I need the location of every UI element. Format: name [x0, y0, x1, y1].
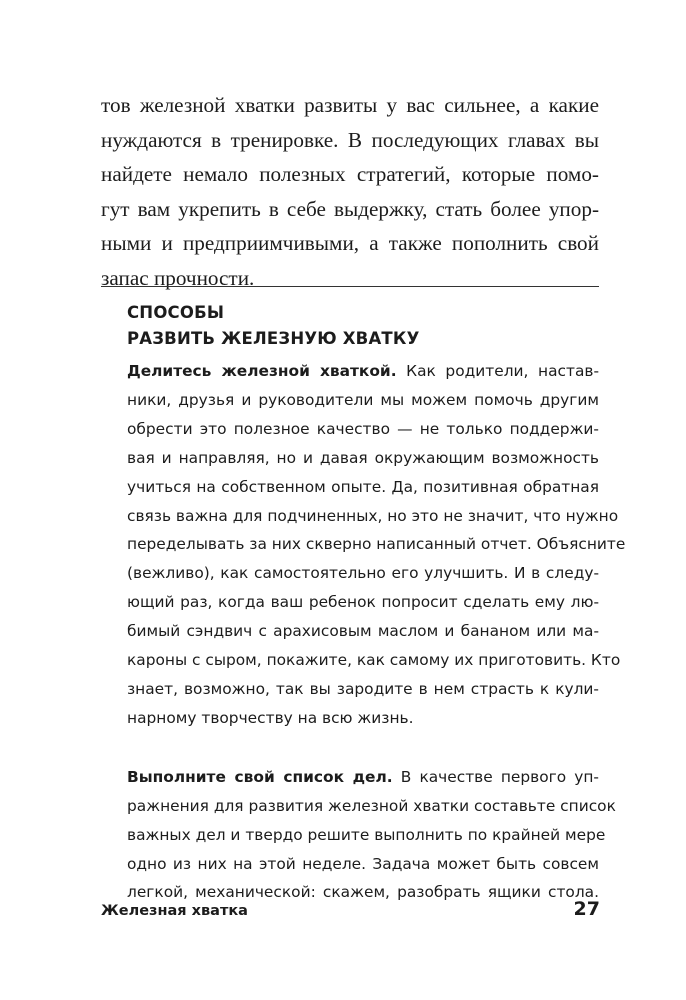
tip-line: ражнения для развития железной хватки составьте список	[127, 796, 616, 815]
tip-line: бимый сэндвич с арахисовым маслом и бананом или ма-	[127, 622, 599, 641]
section-divider	[101, 286, 599, 287]
tip-line: ющий раз, когда ваш ребенок попросит сделать ему лю-	[127, 593, 599, 612]
intro-line: запас прочности.	[101, 265, 255, 290]
tip-line: нарному творчеству на всю жизнь.	[127, 708, 414, 727]
tip-text: В качестве первого уп-	[392, 767, 599, 786]
tip-lead: Выполните свой список дел.	[127, 767, 393, 786]
tip-text: Как родители, настав-	[396, 362, 599, 380]
tip-line: обрести это полезное качество — не только поддержи-	[127, 419, 599, 438]
page-number: 27	[573, 898, 600, 920]
tip-line	[127, 763, 599, 792]
tip-line: связь важна для подчиненных, но это не значит, что нужно	[127, 506, 619, 525]
intro-line: нуждаются в тренировке. В последующих главах вы	[101, 127, 599, 152]
intro-line: гут вам укрепить в себе выдержку, стать более упор-	[101, 196, 599, 221]
tip-line: (вежливо), как самостоятельно его улучшить. И в следу-	[127, 564, 599, 583]
tip-line: ники, друзья и руководители мы можем помочь другим	[127, 390, 599, 409]
tip-line: кароны с сыром, покажите, как самому их приготовить. Кто	[127, 651, 621, 670]
tip-line: переделывать за них скверно написанный отчет. Объясните	[127, 535, 626, 554]
tip-paragraph-todo	[127, 763, 616, 908]
running-footer-title: Железная хватка	[101, 903, 248, 919]
box-title-line: РАЗВИТЬ ЖЕЛЕЗНУЮ ХВАТКУ	[127, 329, 420, 348]
tips-box	[127, 300, 626, 907]
tip-paragraph-share	[127, 357, 626, 733]
tip-line: знает, возможно, так вы зародите в нем страсть к кули-	[127, 679, 599, 698]
tip-lead: Делитесь железной хваткой.	[127, 362, 397, 380]
tip-line: важных дел и твердо решите выполнить по крайней мере	[127, 825, 606, 844]
tip-line: вая и направляя, но и давая окружающим возможность	[127, 448, 599, 467]
intro-paragraph	[101, 88, 599, 296]
box-title	[127, 300, 599, 352]
tip-line: учиться на собственном опыте. Да, позитивная обратная	[127, 477, 599, 496]
box-title-line: СПОСОБЫ	[127, 303, 225, 322]
intro-line: тов железной хватки развиты у вас сильнее, а какие	[101, 93, 599, 117]
intro-line: ными и предприимчивыми, а также пополнить свой	[101, 231, 599, 256]
tip-line: одно из них на этой неделе. Задача может быть совсем	[127, 854, 599, 873]
tip-line: легкой, механической: скажем, разобрать ящики стола.	[127, 883, 599, 902]
tip-line	[127, 357, 599, 386]
intro-line: найдете немало полезных стратегий, которые помо-	[101, 162, 599, 187]
